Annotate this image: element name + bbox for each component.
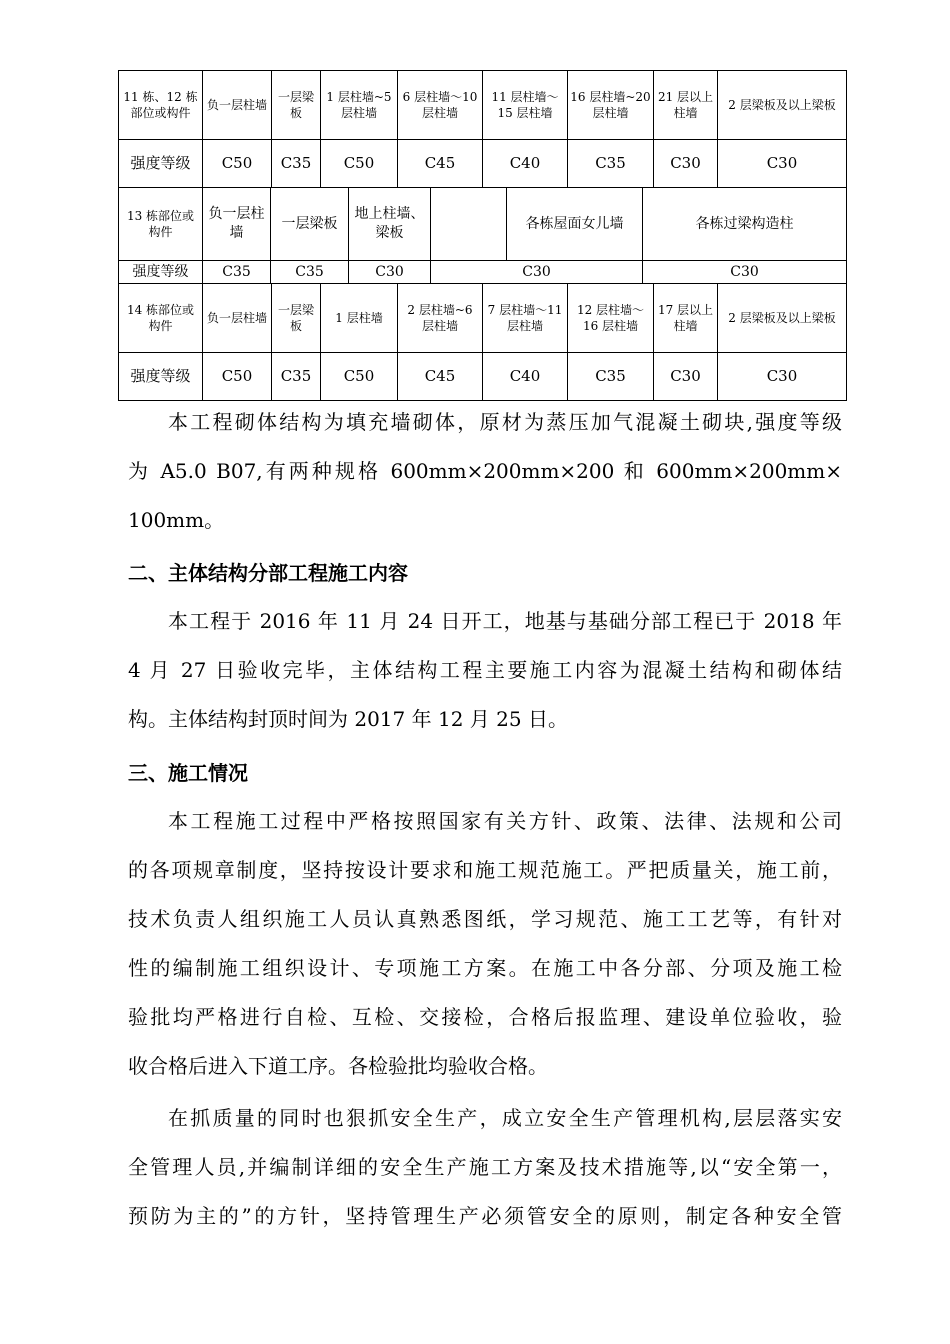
table-cell: 负一层柱墙: [203, 71, 272, 140]
table-row: [119, 188, 847, 261]
table-cell: 14 栋部位或构件: [119, 284, 203, 353]
table-cell: 各栋过梁构造柱: [643, 188, 847, 261]
table-cell: 12 层柱墙～16 层柱墙: [568, 284, 654, 353]
table-cell: C30: [654, 140, 718, 188]
table-cell: C40: [483, 140, 568, 188]
table-cell: 1 层柱墙: [321, 284, 398, 353]
table-cell: 地上柱墙、梁板: [349, 188, 431, 261]
text-line: 本工程砌体结构为填充墙砌体，原材为蒸压加气混凝土砌块,强度等级: [168, 410, 842, 434]
table-cell: [431, 188, 507, 261]
table-cell: C30: [643, 261, 847, 284]
table-cell: C50: [321, 353, 398, 401]
table-cell: 13 栋部位或构件: [119, 188, 203, 261]
table-cell: 强度等级: [119, 261, 203, 284]
table-row: [119, 261, 847, 284]
table-cell: 2 层梁板及以上梁板: [718, 71, 847, 140]
strength-table-building-14: [118, 283, 847, 401]
table-row: [119, 140, 847, 188]
paragraph-safety: [128, 1094, 842, 1241]
table-cell: 11 栋、12 栋部位或构件: [119, 71, 203, 140]
table-row: [119, 353, 847, 401]
table-cell: C50: [203, 353, 272, 401]
table-cell: 1 层柱墙~5 层柱墙: [321, 71, 398, 140]
paragraph-schedule: [128, 597, 842, 744]
text-line: 本工程于 2016 年 11 月 24 日开工，地基与基础分部工程已于 2018 年: [168, 609, 842, 633]
table-cell: 一层梁板: [271, 188, 349, 261]
table-cell: C35: [271, 261, 349, 284]
text-line: 4 月 27 日验收完毕，主体结构工程主要施工内容为混凝土结构和砌体结: [128, 658, 842, 682]
section-heading-construction: 三、施工情况: [128, 761, 248, 785]
table-cell: 21 层以上柱墙: [654, 71, 718, 140]
table-cell: C30: [431, 261, 643, 284]
table-cell: 17 层以上柱墙: [654, 284, 718, 353]
text-line: 构。主体结构封顶时间为 2017 年 12 月 25 日。: [128, 707, 568, 731]
table-row: [119, 284, 847, 353]
section-heading-main-structure: 二、主体结构分部工程施工内容: [128, 561, 408, 585]
table-cell: C40: [483, 353, 568, 401]
table-cell: 强度等级: [119, 140, 203, 188]
table-cell: C45: [398, 140, 483, 188]
table-cell: C30: [718, 140, 847, 188]
text-line: 收合格后进入下道工序。各检验批均验收合格。: [128, 1054, 548, 1078]
strength-table-building-11-12: [118, 70, 847, 188]
text-line: 预防为主的”的方针，坚持管理生产必须管安全的原则，制定各种安全管: [128, 1204, 842, 1228]
text-line: 性的编制施工组织设计、专项施工方案。在施工中各分部、分项及施工检: [128, 956, 842, 980]
paragraph-construction-quality: [128, 797, 842, 1091]
table-cell: C50: [203, 140, 272, 188]
table-cell: 2 层柱墙~6 层柱墙: [398, 284, 483, 353]
table-cell: 11 层柱墙～15 层柱墙: [483, 71, 568, 140]
text-line: 验批均严格进行自检、互检、交接检，合格后报监理、建设单位验收，验: [128, 1005, 842, 1029]
table-cell: 负一层柱墙: [203, 188, 271, 261]
table-cell: C35: [272, 353, 321, 401]
table-cell: C35: [568, 140, 654, 188]
text-line: 本工程施工过程中严格按照国家有关方针、政策、法律、法规和公司: [168, 809, 842, 833]
table-cell: C35: [568, 353, 654, 401]
table-cell: C35: [203, 261, 271, 284]
table-cell: 2 层梁板及以上梁板: [718, 284, 847, 353]
paragraph-masonry: [128, 398, 842, 545]
text-line: 全管理人员,并编制详细的安全生产施工方案及技术措施等,以“安全第一，: [128, 1155, 842, 1179]
table-cell: C45: [398, 353, 483, 401]
text-line: 在抓质量的同时也狠抓安全生产，成立安全生产管理机构,层层落实安: [168, 1106, 842, 1130]
table-cell: C30: [654, 353, 718, 401]
table-cell: 7 层柱墙～11 层柱墙: [483, 284, 568, 353]
table-cell: 各栋屋面女儿墙: [507, 188, 643, 261]
table-cell: 一层梁板: [272, 284, 321, 353]
table-cell: C30: [349, 261, 431, 284]
table-cell: C35: [272, 140, 321, 188]
table-row: [119, 71, 847, 140]
table-cell: 一层梁板: [272, 71, 321, 140]
table-cell: 强度等级: [119, 353, 203, 401]
table-cell: 16 层柱墙~20 层柱墙: [568, 71, 654, 140]
text-line: 技术负责人组织施工人员认真熟悉图纸，学习规范、施工工艺等，有针对: [128, 907, 842, 931]
table-cell: C30: [718, 353, 847, 401]
text-line: 为 A5.0 B07,有两种规格 600mm×200mm×200 和 600mm×200mm×: [128, 459, 842, 483]
table-cell: C50: [321, 140, 398, 188]
text-line: 的各项规章制度，坚持按设计要求和施工规范施工。严把质量关，施工前，: [128, 858, 842, 882]
text-line: 100mm。: [128, 508, 225, 532]
strength-table-building-13: [118, 187, 847, 284]
table-cell: 负一层柱墙: [203, 284, 272, 353]
table-cell: 6 层柱墙～10 层柱墙: [398, 71, 483, 140]
